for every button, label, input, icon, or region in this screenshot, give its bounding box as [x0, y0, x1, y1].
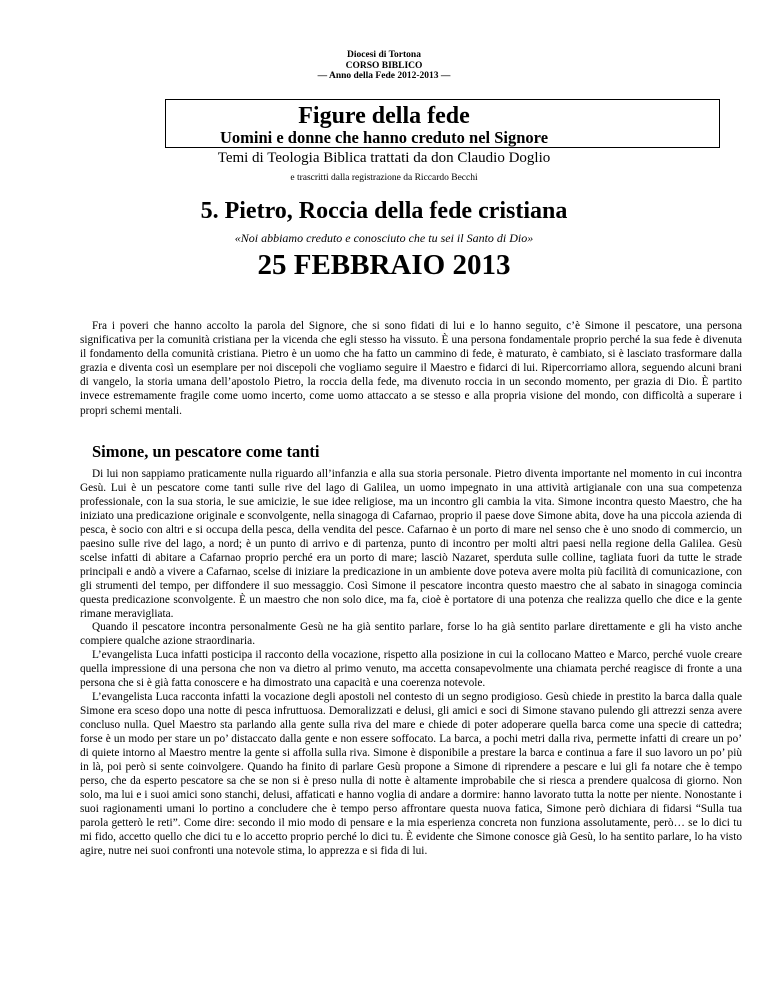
body-paragraph: L’evangelista Luca infatti posticipa il racconto della vocazione, rispetto alla posizione in cui la collocano Matteo e Marco, perché vuole creare quella impressione di una persona che non va dietro al primo venuto, ma accetta consapevolmente una chiamata perché reagisce di fronte a una persona che si è già fatta conoscere e ha dimostrato una capacità e una coerenza notevole. — [80, 649, 742, 690]
subtitle: Uomini e donne che hanno creduto nel Signore — [219, 128, 549, 147]
year-line: — Anno della Fede 2012-2013 — — [317, 71, 451, 81]
credit-line: e trascritti dalla registrazione da Riccardo Becchi — [290, 173, 478, 183]
body-paragraph: Quando il pescatore incontra personalmente Gesù ne ha già sentito parlare, forse lo ha già sentito parlare direttamente e gli ha visto anche compiere qualche azione straordinaria. — [80, 621, 742, 648]
lesson-title: 5. Pietro, Roccia della fede cristiana — [200, 198, 568, 224]
section-heading: Simone, un pescatore come tanti — [92, 442, 320, 461]
intro-paragraph: Fra i poveri che hanno accolto la parola del Signore, che si sono fidati di lui e lo hanno seguito, c’è Simone il pescatore, una persona significativa per la comunità cristiana per la vicenda che egli stesso ha vissuto. È una persona fondamentale proprio perché la sua fede è divenuta il fondamento della comunità cristiana. Pietro è un uomo che ha fatto un cammino di fede, è maturato, è cambiato, si è lasciato trasformare dalla grazia e diventa così un esemplare per noi discepoli che vogliamo seguire il Maestro e fidarci di lui. Ripercorriamo allora, seguendo alcuni brani di vangelo, la storia umana dell’apostolo Pietro, la roccia della fede, ma divenuto roccia in un secondo momento, per grazia di Dio. È partito invece estremamente fragile come uomo incerto, come uomo attaccato a se stesso e alla propria visione del mondo, con difficoltà a superare i propri schemi mentali. — [80, 320, 742, 417]
main-title: Figure della fede — [298, 103, 470, 129]
body-paragraph: Di lui non sappiamo praticamente nulla riguardo all’infanzia e alla sua storia personale. Pietro diventa importante nel momento in cui incontra Gesù. Lui è un pescatore come tanti sulle rive del lago di Galilea, un uomo impegnato in una attività artigianale con una sua competenza professionale, con la sua storia, le sue amicizie, le sue idee religiose, ma un incontro gli cambia la vita. Simone incontra questo Maestro, che ha iniziato una predicazione originale e sconvolgente, nella sinagoga di Cafarnao, proprio il paese dove Simone abita, dove ha una piccola azienda di pesca, è socio con altri e si occupa della pesca, della vendita del pesce. Cafarnao è un porto di mare nel senso che è uno snodo di commercio, un paesino sulle rive del lago, a nord; è un punto di arrivo e di partenza, punto di incontro per molti altri paesi nella regione della Galilea. Gesù scelse infatti di abitare a Cafarnao proprio perché era un porto di mare; lasciò Nazaret, sperduta sulle colline, tagliata fuori da tutte le strade principali e andò a vivere a Cafarnao, scelse di iniziare la predicazione in un ambiente dove poteva avere molta più facilità di comunicazione, con gli strumenti del tempo, per diffondere il suo messaggio. Così Simone il pescatore incontra questo maestro che al sabato in sinagoga comincia questa predicazione sconvolgente. È un maestro che non solo dice, ma fa, cioè è portatore di una potenza che realizza quello che dice e la gente rimane meravigliata. — [80, 468, 742, 620]
lesson-date: 25 FEBBRAIO 2013 — [257, 249, 511, 281]
section-body — [80, 468, 742, 859]
body-paragraph: L’evangelista Luca racconta infatti la vocazione degli apostoli nel contesto di un segno prodigioso. Gesù chiede in prestito la barca dalla quale Simone era sceso dopo una notte di pesca infruttuosa. Demoralizzati e delusi, gli amici e soci di Simone stavano pulendo gli attrezzi senza avere concluso nulla. Quel Maestro sta parlando alla gente sulla riva del mare e chiede di poter adoperare quella barca come una specie di cattedra; forse è un modo per stare un po’ distaccato dalla gente e non essere soffocato. La barca, a pochi metri dalla riva, permette infatti di creare un po’ di quiete intorno al Maestro mentre la gente si affolla sulla riva. Simone è disponibile a prestare la barca e continua a fare il suo lavoro un po’ più in là, poi però si sente coinvolgere. Quando ha finito di parlare Gesù propone a Simone di riprendere a pescare e lui gli fa notare che è tempo perso, che da esperto pescatore sa che se non si è preso nulla di notte è altamente improbabile che si riesca a prendere qualcosa di giorno. Non solo, ma lui e i suoi amici sono stanchi, delusi, affaticati e hanno voglia di andare a dormire: hanno lavorato tutta la notte per niente. Nonostante i suoi ragionamenti umani lo portino a concludere che è tempo perso affrontare questa nuova fatica, Simone però dichiara di fidarsi “Sulla tua parola getterò le reti”. Come dire: secondo il mio modo di pensare e la mia esperienza concreta non funziona assolutamente, però… se lo dici tu mi fido, accetto quello che dici tu e lo accetto proprio perché lo dici tu. È evidente che Simone conosce già Gesù, lo ha sentito parlare, lo ha visto agire, nutre nei suoi confronti una notevole stima, lo apprezza e si fida di lui. — [80, 691, 742, 857]
document-header — [0, 50, 768, 82]
course-name: CORSO BIBLICO — [345, 60, 423, 71]
themes-line: Temi di Teologia Biblica trattati da don Claudio Doglio — [217, 150, 551, 166]
diocese-name: Diocesi di Tortona — [347, 50, 421, 60]
lesson-quote: «Noi abbiamo creduto e conosciuto che tu sei il Santo di Dio» — [234, 231, 534, 245]
